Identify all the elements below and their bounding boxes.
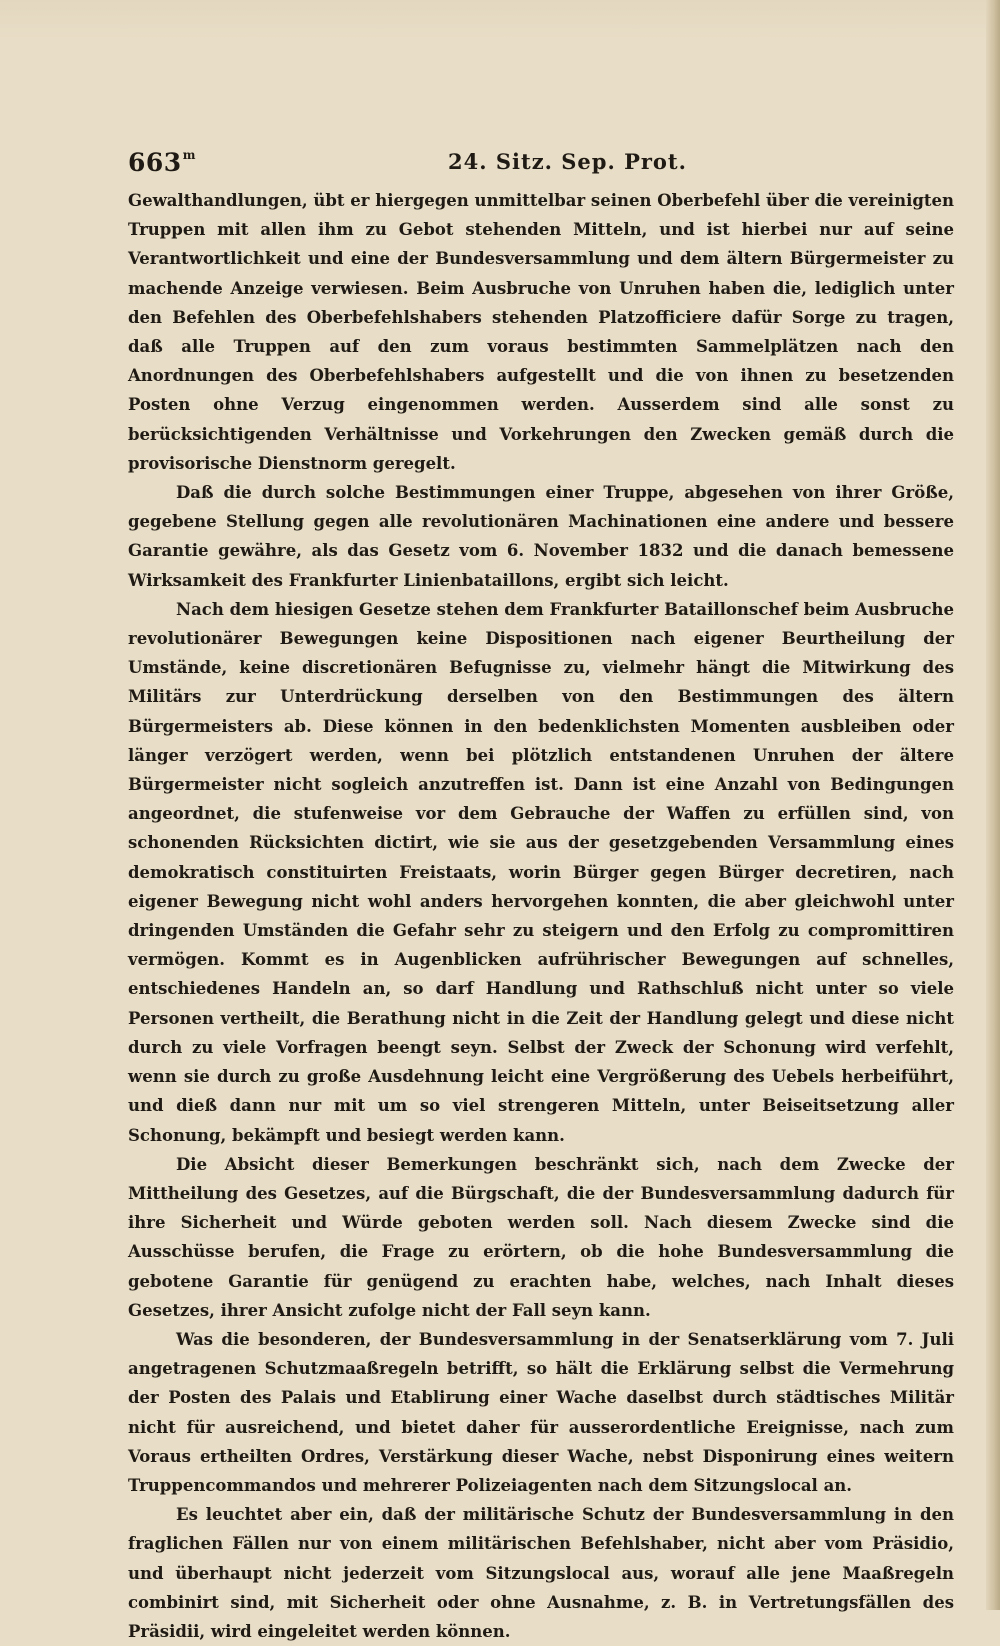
page-number [128,148,196,177]
page-number-value: 663 [128,148,182,177]
page-number-suffix: m [182,148,196,162]
running-head: 24. Sitz. Sep. Prot. [448,149,687,174]
paragraph: Nach dem hiesigen Gesetze stehen dem Frankfurter Bataillonschef beim Ausbruche revolutionärer Bewegungen keine Dispositionen nach eigener Beurtheilung der Umstände, keine discretionären Befugnisse zu, vielmehr hängt die Mitwirkung des Militärs zur Unterdrückung derselben von den Bestimmungen des ältern Bürgermeisters ab. Diese können in den bedenklichsten Momenten ausbleiben oder länger verzögert werden, wenn bei plötzlich entstandenen Unruhen der ältere Bürgermeister nicht sogleich anzutreffen ist. Dann ist eine Anzahl von Bedingungen angeordnet, die stufenweise vor dem Gebrauche der Waffen zu erfüllen sind, von schonenden Rücksichten dictirt, wie sie aus der gesetzgebenden Versammlung eines demokratisch constituirten Freistaats, worin Bürger gegen Bürger decretiren, nach eigener Bewegung nicht wohl anders hervorgehen konnten, die aber gleichwohl unter dringenden Umständen die Gefahr sehr zu steigern und den Erfolg zu compromittiren vermögen. Kommt es in Augenblicken aufrührischer Bewegungen auf schnelles, entschiedenes Handeln an, so darf Handlung und Rathschluß nicht unter so viele Personen vertheilt, die Berathung nicht in die Zeit der Handlung gelegt und diese nicht durch zu viele Vorfragen beengt seyn. Selbst der Zweck der Schonung wird verfehlt, wenn sie durch zu große Ausdehnung leicht eine Vergrößerung des Uebels herbeiführt, und dieß dann nur mit um so viel strengeren Mitteln, unter Beiseitsetzung aller Schonung, bekämpft und besiegt werden kann. [128,599,954,1145]
paragraph: Gewalthandlungen, übt er hiergegen unmittelbar seinen Oberbefehl über die vereinigten Truppen mit allen ihm zu Gebot stehenden Mitteln, und ist hierbei nur auf seine Verantwortlichkeit und eine der Bundesversammlung und dem ältern Bürgermeister zu machende Anzeige verwiesen. Beim Ausbruche von Unruhen haben die, lediglich unter den Befehlen des Oberbefehlshabers stehenden Platzofficiere dafür Sorge zu tragen, daß alle Truppen auf den zum voraus bestimmten Sammelplätzen nach den Anordnungen des Oberbefehlshabers aufgestellt und die von ihnen zu besetzenden Posten ohne Verzug eingenommen werden. Ausserdem sind alle sonst zu berücksichtigenden Verhältnisse und Vorkehrungen den Zwecken gemäß durch die provisorische Dienstnorm geregelt. [128,191,954,473]
page-edge [986,0,1000,1610]
paragraph: Was die besonderen, der Bundesversammlung in der Senatserklärung vom 7. Juli angetragenen Schutzmaaßregeln betrifft, so hält die Erklärung selbst die Vermehrung der Posten des Palais und Etablirung einer Wache daselbst durch städtisches Militär nicht für ausreichend, und bietet daher für ausserordentliche Ereignisse, nach zum Voraus ertheilten Ordres, Verstärkung dieser Wache, nebst Disponirung eines weitern Truppencommandos und mehrerer Polizeiagenten nach dem Sitzungslocal an. [128,1329,954,1495]
page-header [128,138,954,178]
body-text [128,186,954,1646]
page-top-shading [0,0,1000,40]
paragraph: Die Absicht dieser Bemerkungen beschränkt sich, nach dem Zwecke der Mittheilung des Gesetzes, auf die Bürgschaft, die der Bundesversammlung dadurch für ihre Sicherheit und Würde geboten werden soll. Nach diesem Zwecke sind die Ausschüsse berufen, die Frage zu erörtern, ob die hohe Bundesversammlung die gebotene Garantie für genügend zu erachten habe, welches, nach Inhalt dieses Gesetzes, ihrer Ansicht zufolge nicht der Fall seyn kann. [128,1154,954,1320]
document-page [128,138,954,1646]
paragraph: Es leuchtet aber ein, daß der militärische Schutz der Bundesversammlung in den fraglichen Fällen nur von einem militärischen Befehlshaber, nicht aber vom Präsidio, und überhaupt nicht jederzeit vom Sitzungslocal aus, worauf alle jene Maaßregeln combinirt sind, mit Sicherheit oder ohne Ausnahme, z. B. in Vertretungsfällen des Präsidii, wird eingeleitet werden können. [128,1505,954,1641]
paragraph: Daß die durch solche Bestimmungen einer Truppe, abgesehen von ihrer Größe, gegebene Stellung gegen alle revolutionären Machinationen eine andere und bessere Garantie gewähre, als das Gesetz vom 6. November 1832 und die danach bemessene Wirksamkeit des Frankfurter Linienbataillons, ergibt sich leicht. [128,483,954,590]
